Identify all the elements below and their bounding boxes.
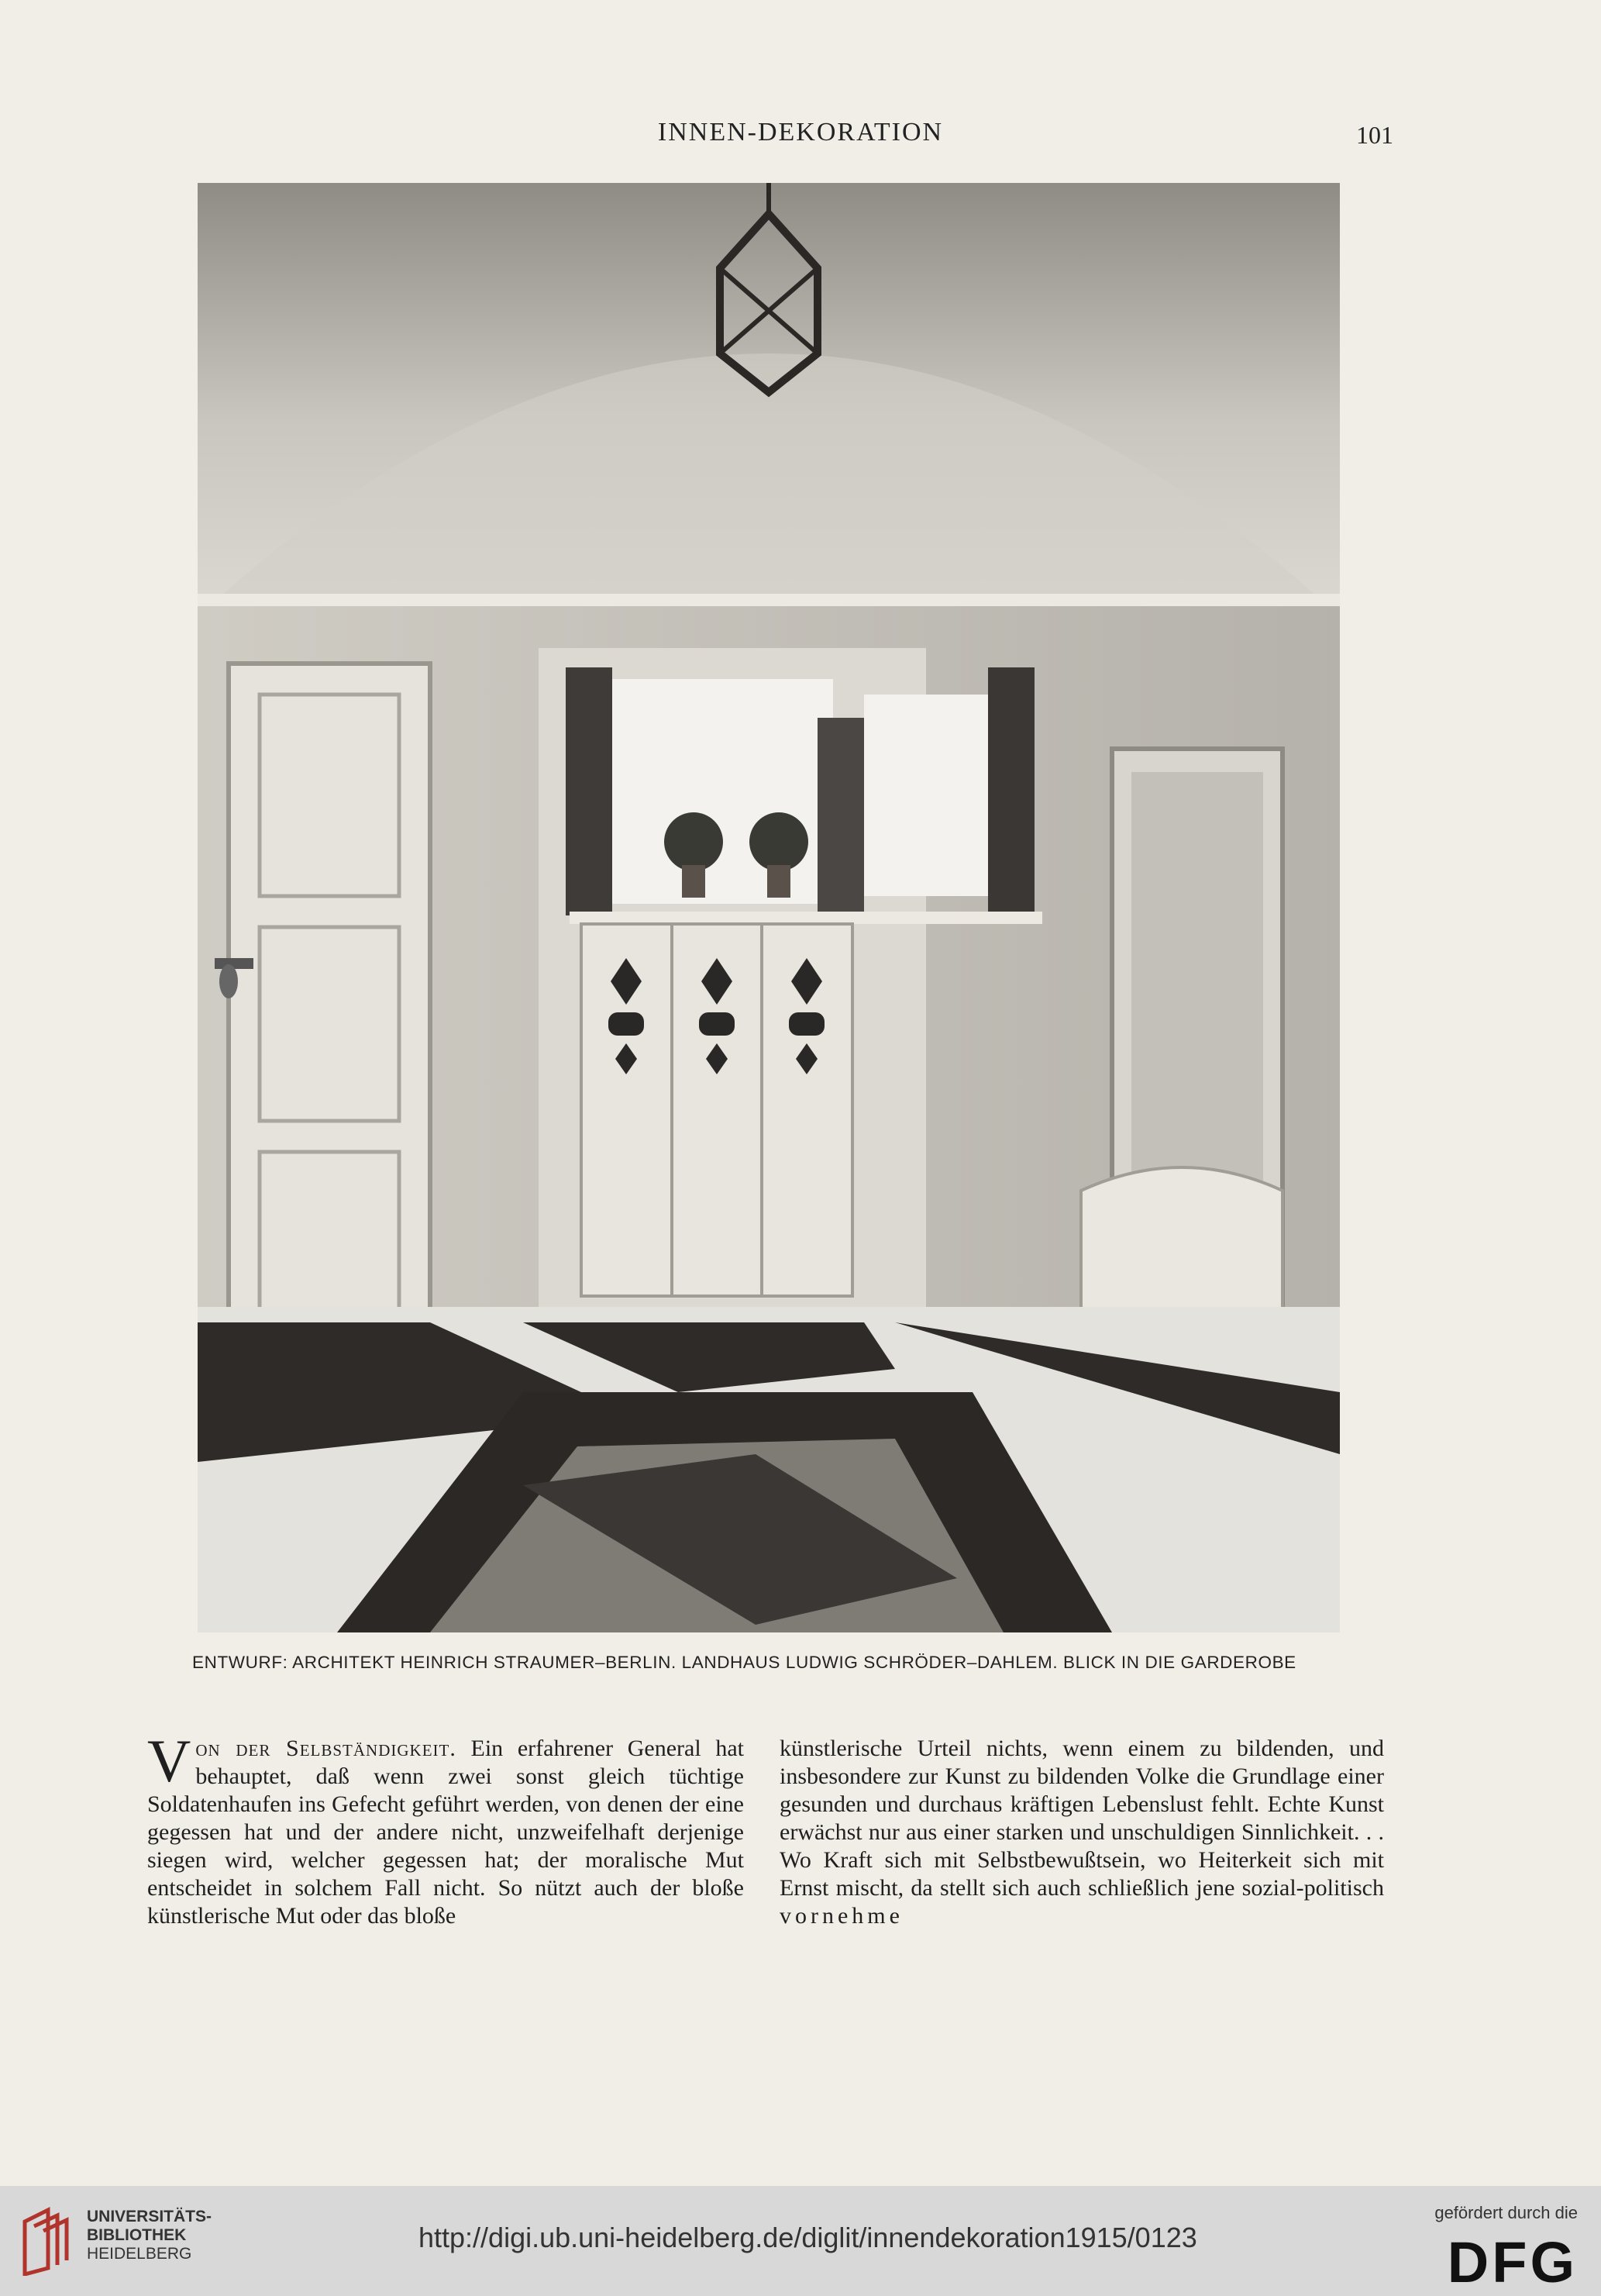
article-column-left (147, 1727, 744, 1930)
drop-initial: V (147, 1727, 191, 1794)
interior-photograph (198, 183, 1340, 1632)
library-name-line1: UNIVERSITÄTS- (87, 2208, 212, 2225)
article-text-left: Ein erfahrener General hat behauptet, daß wenn zwei sonst gleich tüchtige Soldatenhaufen ins Gefecht geführt werden, von denen der eine gegessen hat und der andere nicht, unzweifelhaft derjenige siegen wird, welcher gegessen hat; der moralische Mut entscheidet in solchem Fall nicht. So nützt auch der bloße künstlerische Mut oder das bloße (147, 1736, 744, 1929)
article-paragraph-right (780, 1735, 1384, 1930)
article-column-right (780, 1735, 1384, 1930)
footer-bar (0, 2186, 1601, 2296)
dfg-logo: DFG (1447, 2230, 1578, 2294)
page-number: 101 (1356, 121, 1393, 149)
figure-caption: ENTWURF: ARCHITEKT HEINRICH STRAUMER–BERLIN. LANDHAUS LUDWIG SCHRÖDER–DAHLEM. BLICK IN DIE GARDEROBE (192, 1653, 1296, 1672)
library-name-line3: HEIDELBERG (87, 2245, 192, 2263)
library-logo-icon (17, 2206, 71, 2276)
article-text-right: künstlerische Urteil nichts, wenn einem zu bildenden, und insbesondere zur Kunst zu bildenden Volke die Grundlage einer gesunden und durchaus kräftigen Lebenslust fehlt. Echte Kunst erwächst nur aus einer starken und unschuldigen Sinnlichkeit. . . Wo Kraft sich mit Selbstbewußtsein, wo Heiterkeit sich mit Ernst mischt, da stellt sich auch schließlich jene sozial-politisch (780, 1736, 1384, 1901)
digital-copy-url[interactable]: http://digi.ub.uni-heidelberg.de/diglit/innendekoration1915/0123 (418, 2222, 1197, 2253)
article-lead: on der Selbständigkeit. (195, 1736, 456, 1761)
funded-by-text: gefördert durch die (1434, 2203, 1578, 2222)
article-text-spaced: vornehme (780, 1903, 904, 1929)
article-paragraph-left (147, 1727, 744, 1930)
library-name (87, 2208, 212, 2263)
library-name-line2: BIBLIOTHEK (87, 2226, 187, 2244)
running-title: INNEN-DEKORATION (657, 118, 944, 147)
